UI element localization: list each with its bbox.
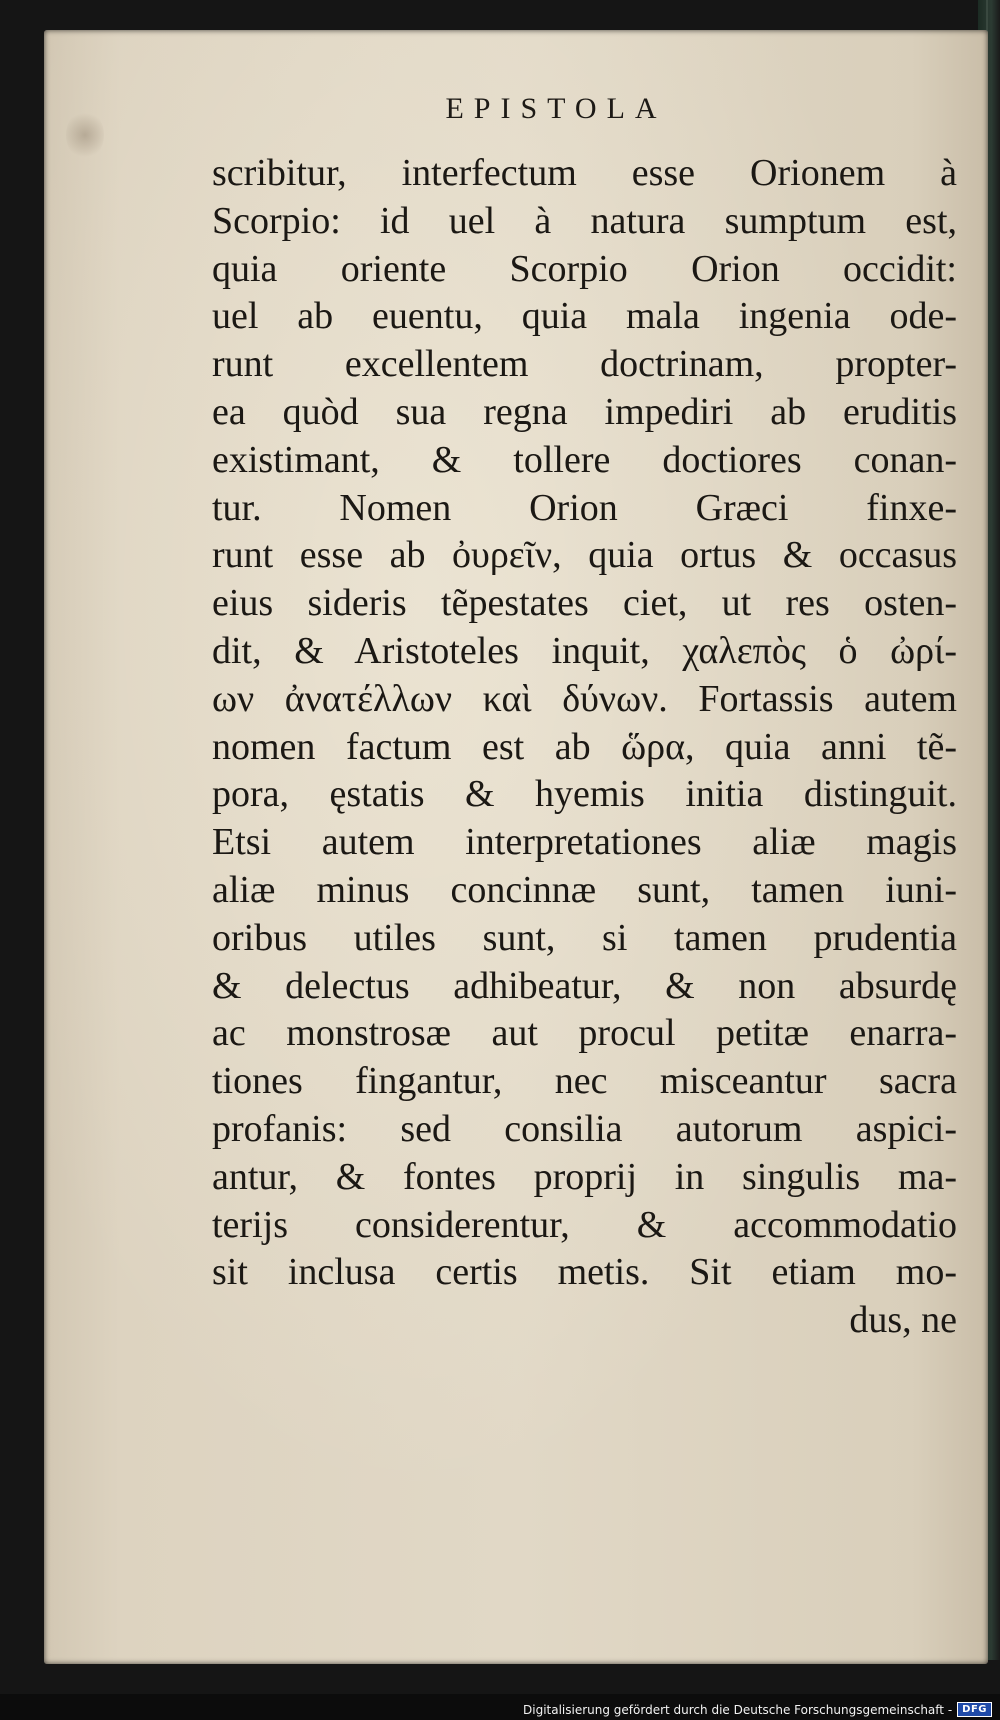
text-line: eius sideris tẽpestates ciet, ut res osten-	[212, 582, 957, 625]
text-line: Scorpio: id uel à natura sumptum est,	[212, 199, 957, 242]
text-line: runt excellentem doctrinam, propter-	[212, 343, 957, 386]
text-line: tur. Nomen Orion Græci finxe-	[212, 486, 957, 529]
text-line: ων ἀνατέλλων καὶ δύνων. Fortassis autem	[212, 677, 957, 720]
text-line: quia oriente Scorpio Orion occidit:	[212, 247, 957, 290]
text-line: Etsi autem interpretationes aliæ magis	[212, 821, 957, 864]
text-line: nomen factum est ab ὥρα, quia anni tẽ-	[212, 725, 957, 768]
catchword: dus, ne	[849, 1299, 957, 1342]
text-line: antur, & fontes proprij in singulis ma-	[212, 1155, 957, 1198]
text-line: ea quòd sua regna impediri ab eruditis	[212, 390, 957, 433]
text-line: pora, ęstatis & hyemis initia distinguit.	[212, 773, 957, 816]
text-line: terijs considerentur, & accommodatio	[212, 1203, 957, 1246]
text-line: profanis: sed consilia autorum aspici-	[212, 1107, 957, 1150]
running-head: EPISTOLA	[445, 92, 667, 125]
footer-bar	[0, 1694, 1000, 1720]
text-line: tiones fingantur, nec misceantur sacra	[212, 1060, 957, 1103]
text-line: existimant, & tollere doctiores conan-	[212, 438, 957, 481]
text-line: & delectus adhibeatur, & non absurdę	[212, 964, 957, 1007]
text-line: sit inclusa certis metis. Sit etiam mo-	[212, 1251, 957, 1294]
text-line: scribitur, interfectum esse Orionem à	[212, 152, 957, 194]
dfg-logo: DFG	[957, 1702, 992, 1717]
body-text	[212, 150, 988, 1345]
text-line: runt esse ab ὀυρεῖν, quia ortus & occasus	[212, 534, 957, 577]
text-line: oribus utiles sunt, si tamen prudentia	[212, 916, 957, 959]
book-page	[44, 30, 988, 1664]
text-line: aliæ minus concinnæ sunt, tamen iuni-	[212, 868, 957, 911]
dfg-credit	[523, 1702, 992, 1717]
text-line: ac monstrosæ aut procul petitæ enarra-	[212, 1012, 957, 1055]
text-line: dit, & Aristoteles inquit, χαλεπὸς ὁ ὠρί-	[212, 629, 957, 672]
credit-text: Digitalisierung gefördert durch die Deutsche Forschungsgemeinschaft -	[523, 1702, 953, 1717]
text-line: uel ab euentu, quia mala ingenia ode-	[212, 295, 957, 338]
